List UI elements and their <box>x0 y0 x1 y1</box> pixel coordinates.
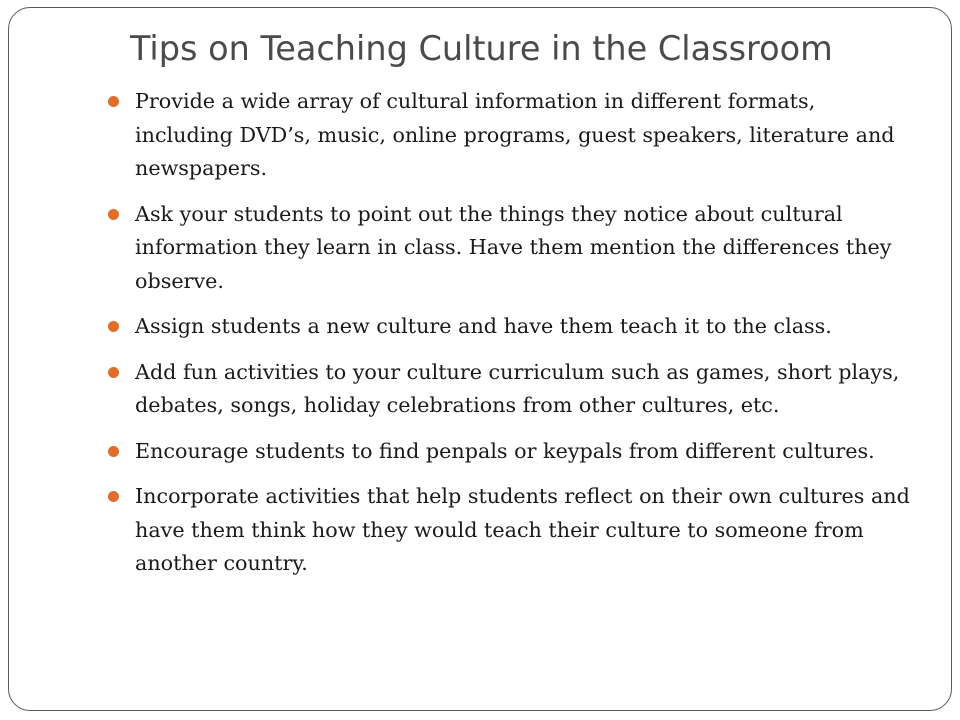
bullet-text: Encourage students to find penpals or keypals from different cultures. <box>135 438 875 463</box>
bullet-dot-icon <box>108 367 119 378</box>
bullet-text: Incorporate activities that help students reflect on their own cultures and have them think how they would teach their culture to someone from another country. <box>135 484 910 575</box>
bullet-item <box>100 435 910 469</box>
bullet-text: Provide a wide array of cultural information in different formats, including DVD’s, music, online programs, guest speakers, literature and newspapers. <box>135 89 895 180</box>
bullet-dot-icon <box>108 209 119 220</box>
bullet-item <box>100 310 910 344</box>
slide-title: Tips on Teaching Culture in the Classroom <box>130 29 833 68</box>
bullet-text: Add fun activities to your culture curriculum such as games, short plays, debates, songs, holiday celebrations from other cultures, etc. <box>135 359 900 417</box>
bullet-dot-icon <box>108 446 119 457</box>
bullet-item <box>100 85 910 186</box>
bullet-item <box>100 356 910 423</box>
bullet-list <box>100 85 910 593</box>
bullet-dot-icon <box>108 321 119 332</box>
bullet-item <box>100 198 910 299</box>
bullet-dot-icon <box>108 491 119 502</box>
bullet-text: Assign students a new culture and have them teach it to the class. <box>135 314 832 338</box>
bullet-dot-icon <box>108 96 119 107</box>
bullet-text: Ask your students to point out the things they notice about cultural information they learn in class. Have them mention the differences they observe. <box>135 201 892 293</box>
bullet-item <box>100 480 910 581</box>
